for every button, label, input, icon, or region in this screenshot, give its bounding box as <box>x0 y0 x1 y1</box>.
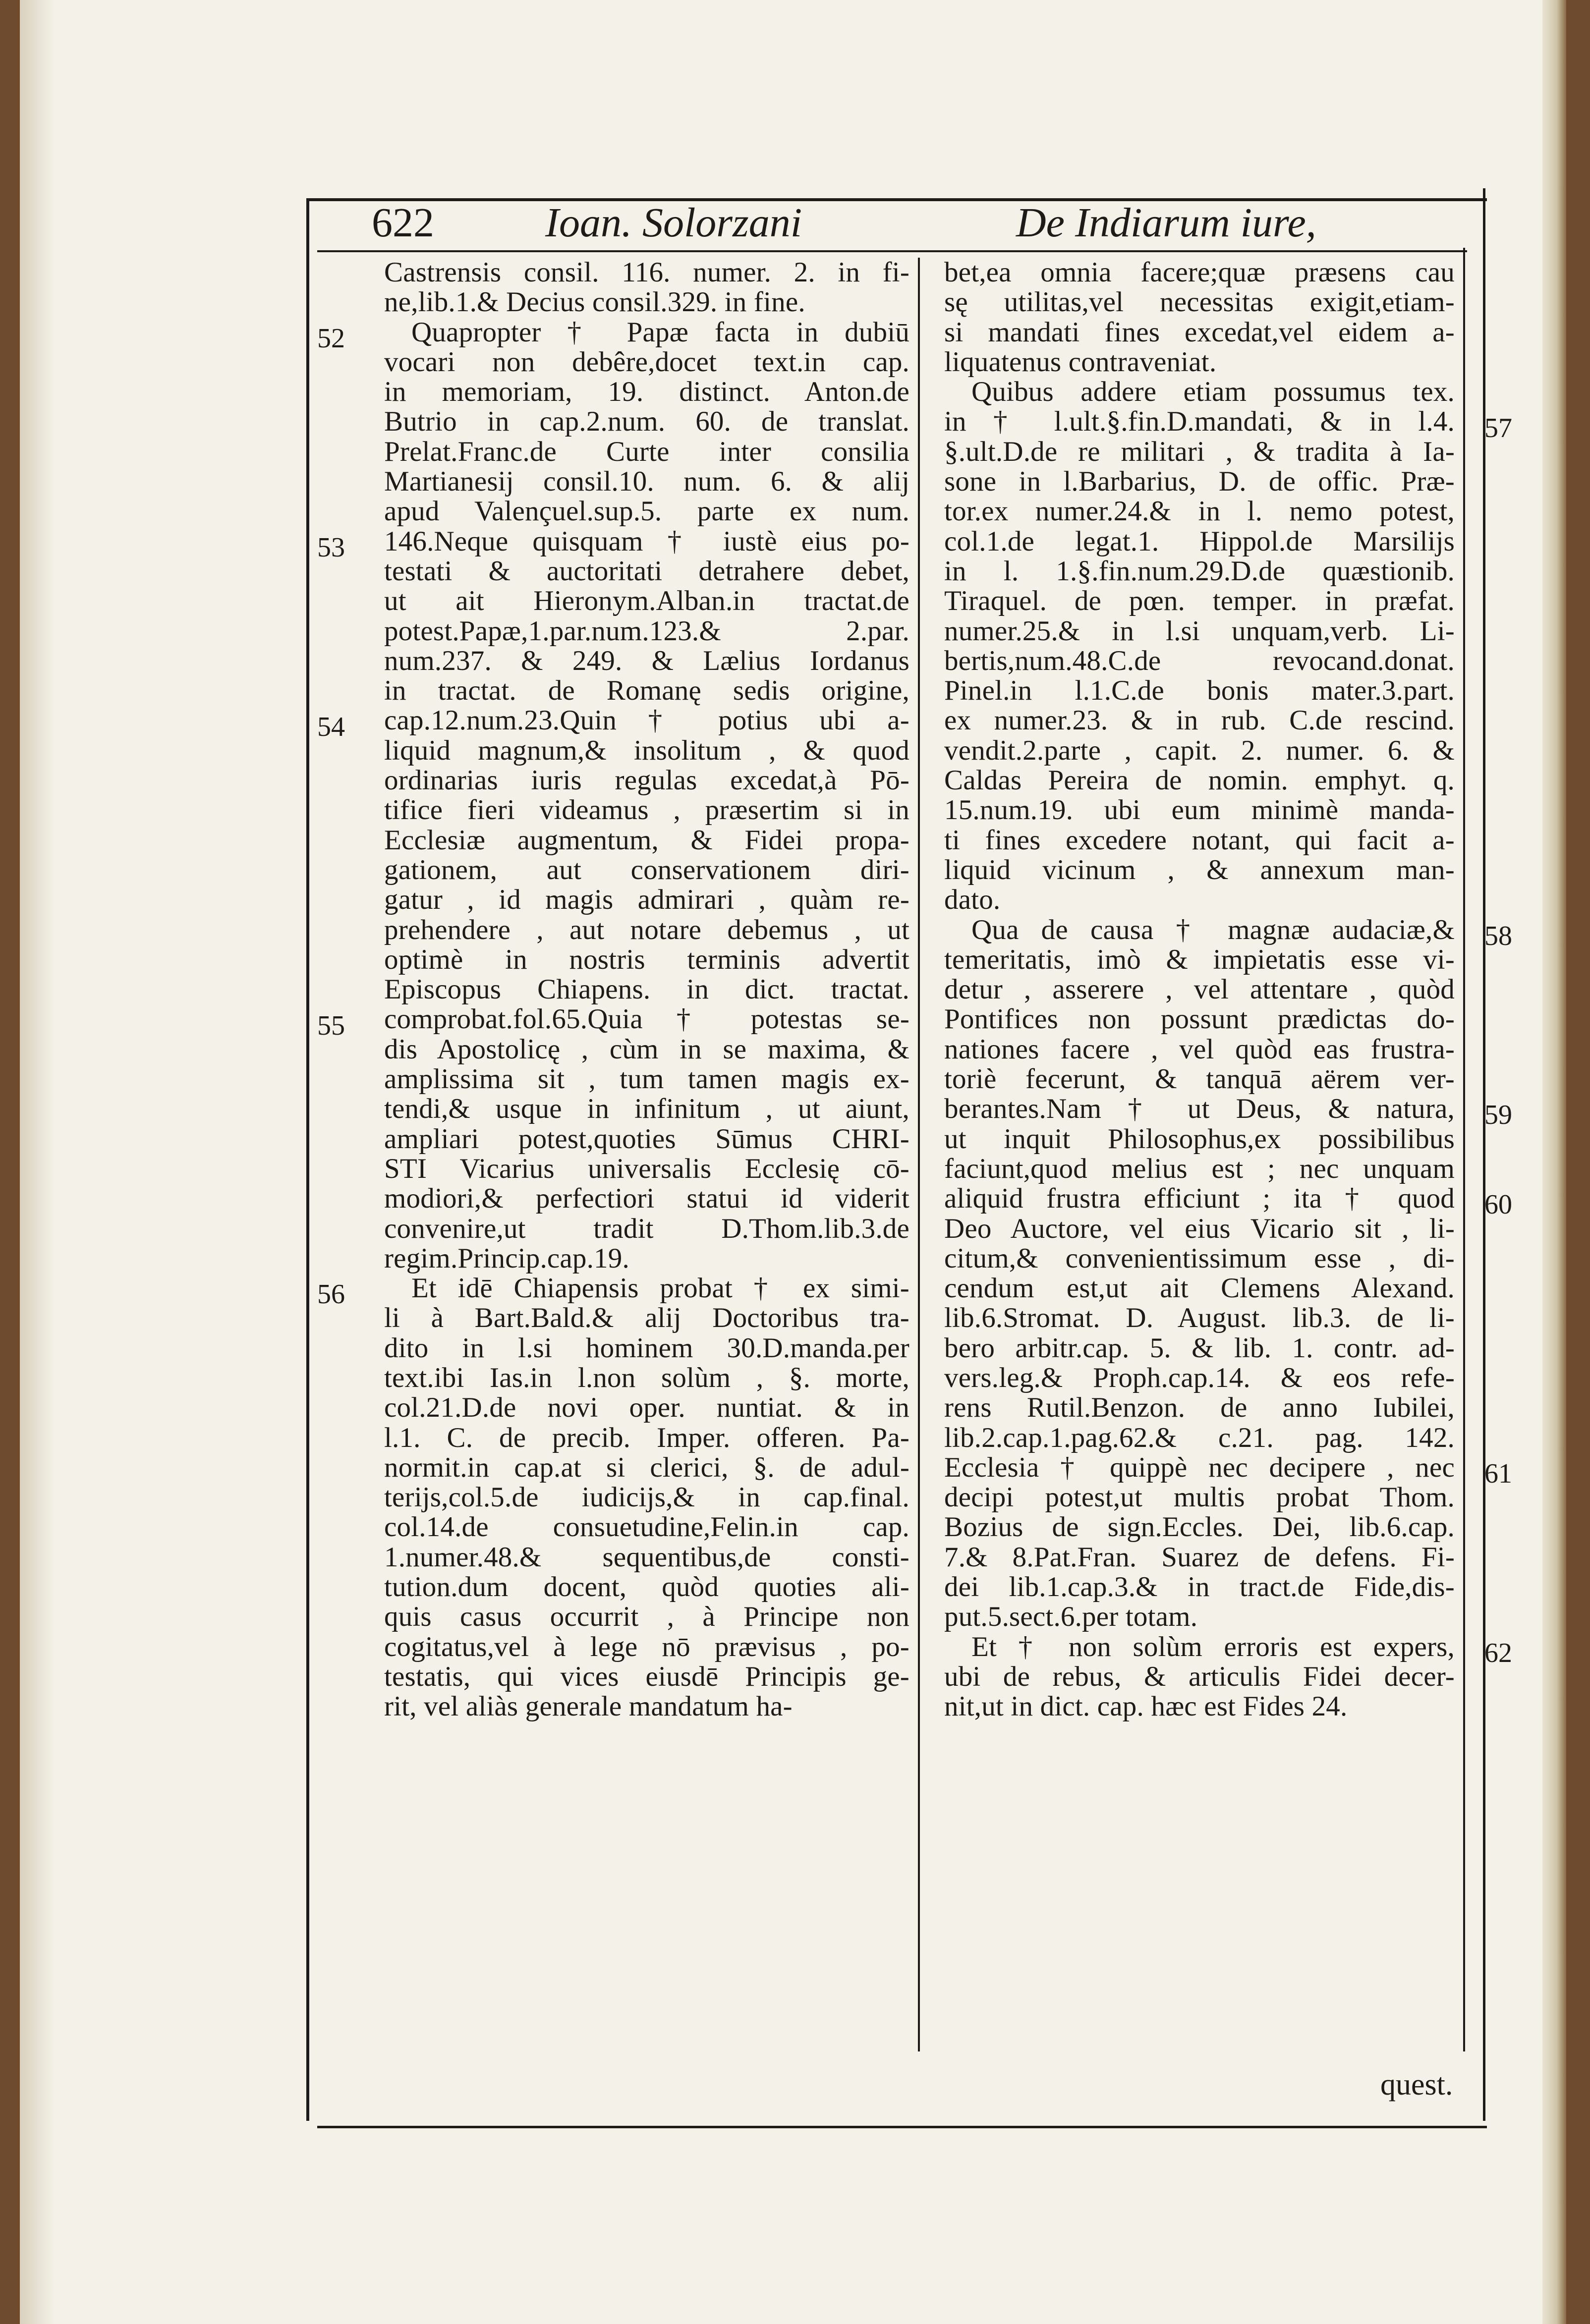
text-line: citum,& convenientissimum esse , di- <box>944 1243 1455 1274</box>
text-line: ordinarias iuris regulas excedat,à Pō- <box>384 766 909 796</box>
text-line: bertis,num.48.C.de revocand.donat. <box>944 646 1455 676</box>
text-line: Pinel.in l.1.C.de bonis mater.3.part. <box>944 676 1455 706</box>
text-line: sone in l.Barbarius, D. de offic. Præ- <box>944 467 1455 497</box>
text-line: rens Rutil.Benzon. de anno Iubilei, <box>944 1393 1455 1423</box>
text-line: liquid vicinum , & annexum man- <box>944 855 1455 885</box>
text-line: 146.Neque quisquam † iustè eius po- <box>384 526 909 556</box>
text-line: lib.6.Stromat. D. August. lib.3. de li- <box>944 1303 1455 1333</box>
running-head-title: De Indiarum iure, <box>1016 200 1316 246</box>
margin-number: 58 <box>1484 920 1512 951</box>
text-line: liquatenus contraveniat. <box>944 347 1217 378</box>
text-line: optimè in nostris terminis advertit <box>384 944 909 975</box>
running-head-author: Ioan. Solorzani <box>545 200 802 246</box>
text-line: Et idē Chiapensis probat † ex simi- <box>411 1273 909 1304</box>
text-line: tendi,& usque in infinitum , ut aiunt, <box>384 1094 909 1124</box>
margin-number: 56 <box>317 1279 345 1310</box>
margin-number: 57 <box>1484 412 1512 443</box>
text-line: comprobat.fol.65.Quia † potestas se- <box>384 1004 909 1035</box>
text-line: dis Apostolicę , cùm in se maxima, & <box>384 1034 909 1065</box>
left-text-column <box>384 258 909 1722</box>
text-line: prehendere , aut notare debemus , ut <box>384 915 909 945</box>
text-line: quis casus occurrit , à Principe non <box>384 1602 909 1632</box>
text-line: num.237. & 249. & Lælius Iordanus <box>384 646 909 676</box>
text-line: toriè fecerunt, & tanquā aërem ver- <box>944 1064 1455 1095</box>
margin-number: 62 <box>1484 1637 1512 1668</box>
text-line: sę utilitas,vel necessitas exigit,etiam- <box>944 287 1455 318</box>
text-line: in † l.ult.§.fin.D.mandati, & in l.4. <box>944 407 1455 437</box>
text-line: Tiraquel. de pœn. temper. in præfat. <box>944 586 1455 616</box>
text-line: STI Vicarius universalis Ecclesię cō- <box>384 1154 909 1184</box>
text-line: dito in l.si hominem 30.D.manda.per <box>384 1333 909 1363</box>
text-line: §.ult.D.de re militari , & tradita à Ia- <box>944 437 1455 467</box>
text-line: Deo Auctore, vel eius Vicario sit , li- <box>944 1214 1455 1244</box>
text-line: aliquid frustra efficiunt ; ita † quod <box>944 1184 1455 1214</box>
text-line: dato. <box>944 885 1001 915</box>
text-line: si mandati fines excedat,vel eidem a- <box>944 317 1455 347</box>
text-line: nationes facere , vel quòd eas frustra- <box>944 1034 1455 1065</box>
text-line: ut inquit Philosophus,ex possibilibus <box>944 1124 1455 1154</box>
text-line: in memoriam, 19. distinct. Anton.de <box>384 377 909 407</box>
text-line: Quapropter † Papæ facta in dubiū <box>411 317 909 347</box>
text-line: detur , asserere , vel attentare , quòd <box>944 975 1455 1005</box>
text-line: Et † non solùm erroris est expers, <box>971 1632 1455 1662</box>
text-line: Qua de causa † magnæ audaciæ,& <box>971 915 1455 945</box>
text-line: col.14.de consuetudine,Felin.in cap. <box>384 1512 909 1543</box>
right-text-column <box>944 258 1455 1722</box>
catchword: quest. <box>1380 2068 1453 2102</box>
text-line: col.1.de legat.1. Hippol.de Marsilijs <box>944 526 1455 556</box>
text-line: amplissima sit , tum tamen magis ex- <box>384 1064 909 1095</box>
margin-number: 59 <box>1484 1100 1512 1131</box>
text-line: cogitatus,vel à lege nō prævisus , po- <box>384 1632 909 1662</box>
margin-number: 52 <box>317 323 345 354</box>
text-line: convenire,ut tradit D.Thom.lib.3.de <box>384 1214 909 1244</box>
text-line: ex numer.23. & in rub. C.de rescind. <box>944 706 1455 736</box>
text-line: rit, vel aliàs generale mandatum ha- <box>384 1692 793 1722</box>
text-line: 7.& 8.Pat.Fran. Suarez de defens. Fi- <box>944 1542 1455 1573</box>
text-line: 15.num.19. ubi eum minimè manda- <box>944 795 1455 826</box>
text-line: tution.dum docent, quòd quoties ali- <box>384 1572 909 1603</box>
text-line: 1.numer.48.& sequentibus,de consti- <box>384 1542 909 1573</box>
text-line: apud Valençuel.sup.5. parte ex num. <box>384 497 909 527</box>
text-line: nit,ut in dict. cap. hæc est Fides 24. <box>944 1692 1348 1722</box>
text-line: numer.25.& in l.si unquam,verb. Li- <box>944 616 1455 646</box>
text-line: Ecclesia † quippè nec decipere , nec <box>944 1452 1455 1483</box>
text-line: liquid magnum,& insolitum , & quod <box>384 735 909 766</box>
text-line: li à Bart.Bald.& alij Doctoribus tra- <box>384 1303 909 1333</box>
text-line: modiori,& perfectiori statui id viderit <box>384 1184 909 1214</box>
text-line: faciunt,quod melius est ; nec unquam <box>944 1154 1455 1184</box>
header-rule <box>317 250 1467 252</box>
text-line: testati & auctoritati detrahere debet, <box>384 556 909 587</box>
text-line: normit.in cap.at si clerici, §. de adul- <box>384 1452 909 1483</box>
margin-number: 55 <box>317 1010 345 1041</box>
text-line: bet,ea omnia facere;quæ præsens cau <box>944 258 1455 288</box>
text-line: Martianesij consil.10. num. 6. & alij <box>384 467 909 497</box>
text-line: in l. 1.§.fin.num.29.D.de quæstionib. <box>944 556 1455 587</box>
text-line: gatur , id magis admirari , quàm re- <box>384 885 909 915</box>
text-line: Ecclesiæ augmentum, & Fidei propa- <box>384 825 909 855</box>
text-line: testatis, qui vices eiusdē Principis ge- <box>384 1661 909 1692</box>
text-line: ne,lib.1.& Decius consil.329. in fine. <box>384 287 805 318</box>
text-line: dei lib.1.cap.3.& in tract.de Fide,dis- <box>944 1572 1455 1603</box>
text-line: ubi de rebus, & articulis Fidei decer- <box>944 1661 1455 1692</box>
text-line: gationem, aut conservationem diri- <box>384 855 909 885</box>
text-line: vers.leg.& Proph.cap.14. & eos refe- <box>944 1363 1455 1393</box>
text-line: col.21.D.de novi oper. nuntiat. & in <box>384 1393 909 1423</box>
text-line: berantes.Nam † ut Deus, & natura, <box>944 1094 1455 1124</box>
text-line: in tractat. de Romanę sedis origine, <box>384 676 909 706</box>
text-line: ampliari potest,quoties Sūmus CHRI- <box>384 1124 909 1154</box>
book-page <box>20 0 1566 2324</box>
text-line: Castrensis consil. 116. numer. 2. in fi- <box>384 258 909 288</box>
text-line: text.ibi Ias.in l.non solùm , §. morte, <box>384 1363 909 1393</box>
text-line: ut ait Hieronym.Alban.in tractat.de <box>384 586 909 616</box>
text-line: cap.12.num.23.Quin † potius ubi a- <box>384 706 909 736</box>
text-line: tor.ex numer.24.& in l. nemo potest, <box>944 497 1455 527</box>
text-line: l.1. C. de precib. Imper. offeren. Pa- <box>384 1423 909 1453</box>
text-line: potest.Papæ,1.par.num.123.& 2.par. <box>384 616 909 646</box>
text-line: Episcopus Chiapens. in dict. tractat. <box>384 975 909 1005</box>
text-line: ti fines excedere notant, qui facit a- <box>944 825 1455 855</box>
text-line: vendit.2.parte , capit. 2. numer. 6. & <box>944 735 1455 766</box>
text-line: Quibus addere etiam possumus tex. <box>971 377 1455 407</box>
margin-number: 61 <box>1484 1458 1512 1489</box>
margin-number: 54 <box>317 711 345 742</box>
text-line: Butrio in cap.2.num. 60. de translat. <box>384 407 909 437</box>
margin-number: 60 <box>1484 1189 1512 1220</box>
text-line: lib.2.cap.1.pag.62.& c.21. pag. 142. <box>944 1423 1455 1453</box>
text-line: decipi potest,ut multis probat Thom. <box>944 1483 1455 1513</box>
text-line: regim.Princip.cap.19. <box>384 1243 629 1274</box>
text-line: cendum est,ut ait Clemens Alexand. <box>944 1273 1455 1304</box>
page-number: 622 <box>372 200 434 246</box>
right-column-rule <box>1463 248 1465 2051</box>
text-line: Prelat.Franc.de Curte inter consilia <box>384 437 909 467</box>
gutter-shadow <box>20 0 55 2324</box>
text-line: vocari non debêre,docet text.in cap. <box>384 347 909 378</box>
text-line: bero arbitr.cap. 5. & lib. 1. contr. ad- <box>944 1333 1455 1363</box>
frame-left-rule <box>306 198 309 2121</box>
text-line: temeritatis, imò & impietatis esse vi- <box>944 944 1455 975</box>
text-line: terijs,col.5.de iudicijs,& in cap.final. <box>384 1483 909 1513</box>
column-divider <box>918 258 920 2051</box>
frame-bottom-rule <box>317 2126 1487 2128</box>
text-line: put.5.sect.6.per totam. <box>944 1602 1198 1632</box>
text-line: Bozius de sign.Eccles. Dei, lib.6.cap. <box>944 1512 1455 1543</box>
text-line: Pontifices non possunt prædictas do- <box>944 1004 1455 1035</box>
margin-number: 53 <box>317 532 345 563</box>
frame-right-rule <box>1483 188 1485 2121</box>
text-line: tifice fieri videamus , præsertim si in <box>384 795 909 826</box>
text-line: Caldas Pereira de nomin. emphyt. q. <box>944 766 1455 796</box>
page-edge <box>1542 0 1566 2324</box>
